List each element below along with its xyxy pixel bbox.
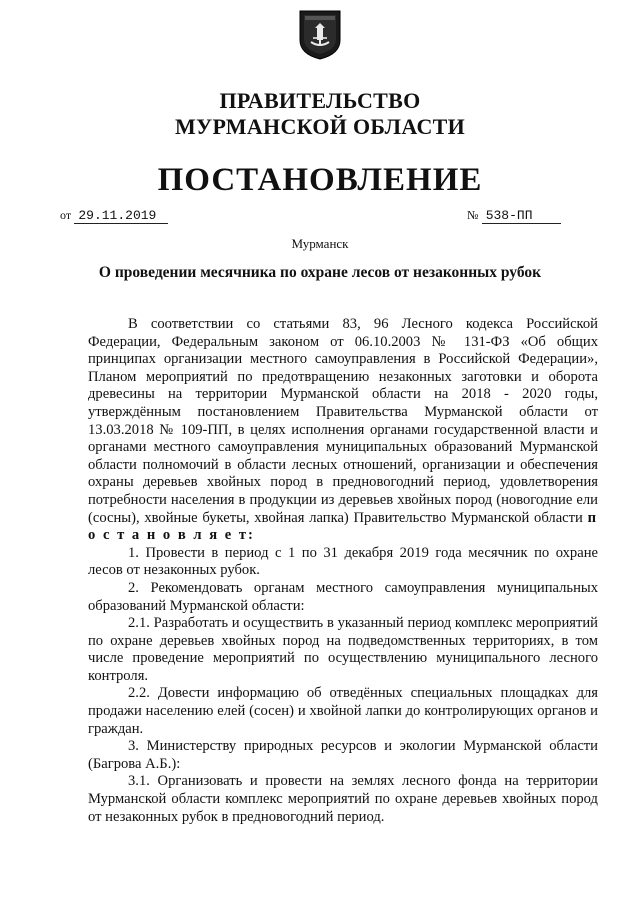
item-3: 3. Министерству природных ресурсов и экологии Мурманской области (Багрова А.Б.): xyxy=(88,738,598,772)
item-2-2: 2.2. Довести информацию об отведённых специальных площадках для продажи населению елей (сосен) и хвойной лапки до контролирующих органов и граждан. xyxy=(88,685,598,737)
government-name-line1: ПРАВИТЕЛЬСТВО xyxy=(219,88,421,113)
document-title: О проведении месячника по охране лесов от незаконных рубок xyxy=(98,264,542,281)
item-1: 1. Провести в период с 1 по 31 декабря 2019 года месячник по охране лесов от незаконных рубок. xyxy=(88,544,598,579)
document-type: ПОСТАНОВЛЕНИЕ xyxy=(157,162,483,198)
document-date xyxy=(60,207,168,224)
decree-word: п о с т а н о в л я е т: xyxy=(88,509,598,544)
government-name-line2: МУРМАНСКОЙ ОБЛАСТИ xyxy=(174,114,466,139)
date-value: 29.11.2019 xyxy=(74,208,168,224)
date-prefix: от xyxy=(60,208,72,222)
item-3-1: 3.1. Организовать и провести на землях лесного фонда на территории Мурманской области комплекс мероприятий по охране деревьев хвойных пород от незаконных рубок в предновогодний период. xyxy=(88,773,598,825)
coat-of-arms-icon xyxy=(299,10,341,60)
number-value: 538-ПП xyxy=(482,208,561,224)
number-prefix: № xyxy=(467,208,479,222)
city-name: Мурманск xyxy=(291,236,349,251)
preamble-paragraph xyxy=(88,316,598,545)
preamble-text: В соответствии со статьями 83, 96 Лесного кодекса Российской Федерации, Федеральным законом от 06.10.2003 № 131-ФЗ «Об общих принципах организации местного самоуправления в Российской Федерации», Планом мероприятий по предотвращению незаконных заготовки и оборота древесины на территории Мурманской области на 2018 - 2020 годы, утверждённым постановлением Правительства Мурманской области от 13.03.2018 № 109-ПП, в целях исполнения органами государственной власти и органами местного самоуправления муниципальных образований Мурманской области полномочий в области лесных отношений, организации и обеспечения охраны деревьев хвойных пород в предновогодний период, удовлетворения потребности населения в продукции из деревьев хвойных пород (новогодние ели (сосны), хвойные букеты, хвойная лапка) Правительство Мурманской области xyxy=(88,316,598,526)
item-2: 2. Рекомендовать органам местного самоуправления муниципальных образований Мурманской области: xyxy=(88,579,598,614)
document-body xyxy=(88,316,598,826)
document-number xyxy=(467,207,561,224)
item-2-1: 2.1. Разработать и осуществить в указанный период комплекс мероприятий по охране деревьев хвойных пород на подведомственных территориях, в том числе проведение мероприятий по осуществлению муниципального лесного контроля. xyxy=(88,615,598,684)
